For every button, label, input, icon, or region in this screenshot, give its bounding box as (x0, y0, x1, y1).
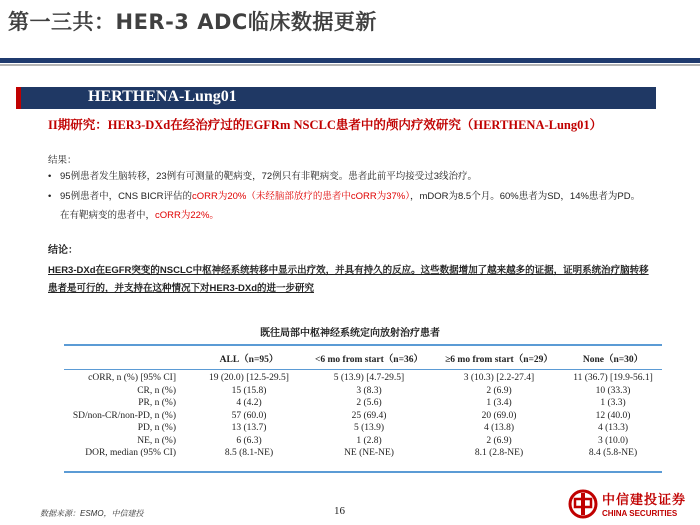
results-bullet-2 (48, 188, 640, 202)
column-header: ≥6 mo from start（n=29） (445, 354, 553, 365)
logo-chinese-name: 中信建投证券 (602, 493, 687, 508)
table-cell: 3 (10.3) [2.2-27.4] (463, 373, 535, 383)
row-label: DOR, median (95% CI) (85, 448, 176, 458)
bullet-dot-icon: • (48, 171, 52, 182)
table-cell: 2 (5.6) (356, 398, 382, 408)
conclusion-text (48, 262, 658, 298)
table-cell: 8.1 (2.8-NE) (474, 448, 524, 458)
page-number: 16 (334, 505, 345, 517)
results-bullet-2-line2-highlight: cORR为22%。 (155, 210, 219, 221)
table-cell: 4 (13.3) (597, 423, 629, 433)
row-label: PR, n (%) (138, 398, 176, 408)
table-cell: 2 (6.9) (486, 385, 512, 396)
column-header: ALL（n=95） (219, 354, 279, 365)
footer-source: 数据来源：ESMO，中信建投 (40, 509, 144, 518)
efficacy-table (64, 346, 662, 460)
results-bullet-2-prefix: 95例患者中，CNS BICR评估的 (60, 191, 192, 202)
table-cell: 1 (2.8) (356, 435, 382, 446)
table-cell: 5 (13.9) [4.7-29.5] (333, 373, 405, 383)
table-cell: 4 (13.8) (483, 423, 515, 433)
bullet-dot-icon: • (48, 191, 52, 202)
section-banner-accent (16, 87, 21, 109)
conclusion-heading: 结论： (48, 245, 78, 256)
table-row (64, 385, 662, 398)
table-row (64, 422, 662, 435)
results-bullet-2-continuation (60, 207, 219, 221)
header-rule-shadow (0, 64, 700, 66)
column-header (64, 346, 194, 369)
conclusion-body: HER3-DXd在EGFR突变的NSCLC中枢神经系统转移中显示出疗效，并具有持久的反应。这些数据增加了越来越多的证据，证明系统治疗脑转移患者是可行的，并支持在这种情况下对HER3-DXd的进一步研究 (48, 265, 649, 294)
table-cell: 3 (10.0) (597, 435, 629, 446)
table-title: 既往局部中枢神经系统定向放射治疗患者 (260, 328, 440, 339)
section-banner-label: HERTHENA-Lung01 (88, 88, 237, 105)
table-cell: 11 (36.7) [19.9-56.1] (573, 373, 653, 383)
results-bullet-1-text: 95例患者发生脑转移，23例有可测量的靶病变，72例只有非靶病变。患者此前平均接受过3线治疗。 (60, 171, 477, 182)
table-row (64, 369, 662, 385)
logo-english-name: CHINA SECURITIES (602, 509, 678, 518)
row-label: PD, n (%) (137, 423, 176, 433)
table-cell: 2 (6.9) (486, 435, 512, 446)
study-title: II期研究：HER3-DXd在经治疗过的EGFRm NSCLC患者中的颅内疗效研究（HERTHENA-Lung01） (48, 118, 603, 132)
table-cell: 57 (60.0) (231, 410, 267, 421)
china-securities-logo-icon (568, 489, 598, 519)
table-row (64, 435, 662, 448)
table-cell: 10 (33.3) (595, 385, 631, 396)
table-cell: 12 (40.0) (595, 410, 631, 421)
row-label: CR, n (%) (137, 385, 176, 396)
table-cell: 8.5 (8.1-NE) (224, 448, 274, 458)
table-cell: 25 (69.4) (351, 410, 387, 421)
table-cell: 15 (15.8) (231, 385, 267, 396)
results-bullet-1 (48, 168, 477, 182)
row-label: SD/non-CR/non-PD, n (%) (72, 410, 176, 421)
table-cell: 4 (4.2) (236, 398, 262, 408)
table-cell: 20 (69.0) (481, 410, 517, 421)
results-bullet-2-highlight: cORR为20%（未经脑部放疗的患者中cORR为37%） (191, 191, 410, 202)
table-row (64, 410, 662, 423)
header-rule (0, 58, 700, 63)
table-cell: 1 (3.4) (486, 398, 512, 408)
results-bullet-2-line2-prefix: 在有靶病变的患者中， (60, 210, 156, 221)
slide-title: 第一三共：HER-3 ADC临床数据更新 (8, 10, 377, 34)
table-header-row (64, 346, 662, 369)
results-bullet-2-suffix: ，mDOR为8.5个月。60%患者为SD，14%患者为PD。 (409, 191, 641, 202)
table-rule-bottom (64, 471, 662, 473)
column-header: <6 mo from start（n=36） (314, 354, 423, 365)
table-cell: 6 (6.3) (236, 435, 262, 446)
table-cell: 8.4 (5.8-NE) (588, 448, 638, 458)
row-label: cORR, n (%) [95% CI] (88, 373, 176, 383)
table-cell: NE (NE-NE) (344, 448, 394, 458)
table-cell: 19 (20.0) [12.5-29.5] (209, 373, 289, 383)
row-label: NE, n (%) (137, 435, 176, 446)
table-cell: 1 (3.3) (600, 398, 626, 408)
table-cell: 3 (8.3) (356, 385, 382, 396)
table-cell: 5 (13.9) (353, 423, 385, 433)
company-logo (568, 486, 700, 525)
table-row (64, 447, 662, 460)
table-cell: 13 (13.7) (231, 423, 267, 433)
column-header: None（n=30） (582, 354, 644, 365)
results-heading: 结果： (48, 155, 77, 166)
table-row (64, 397, 662, 410)
